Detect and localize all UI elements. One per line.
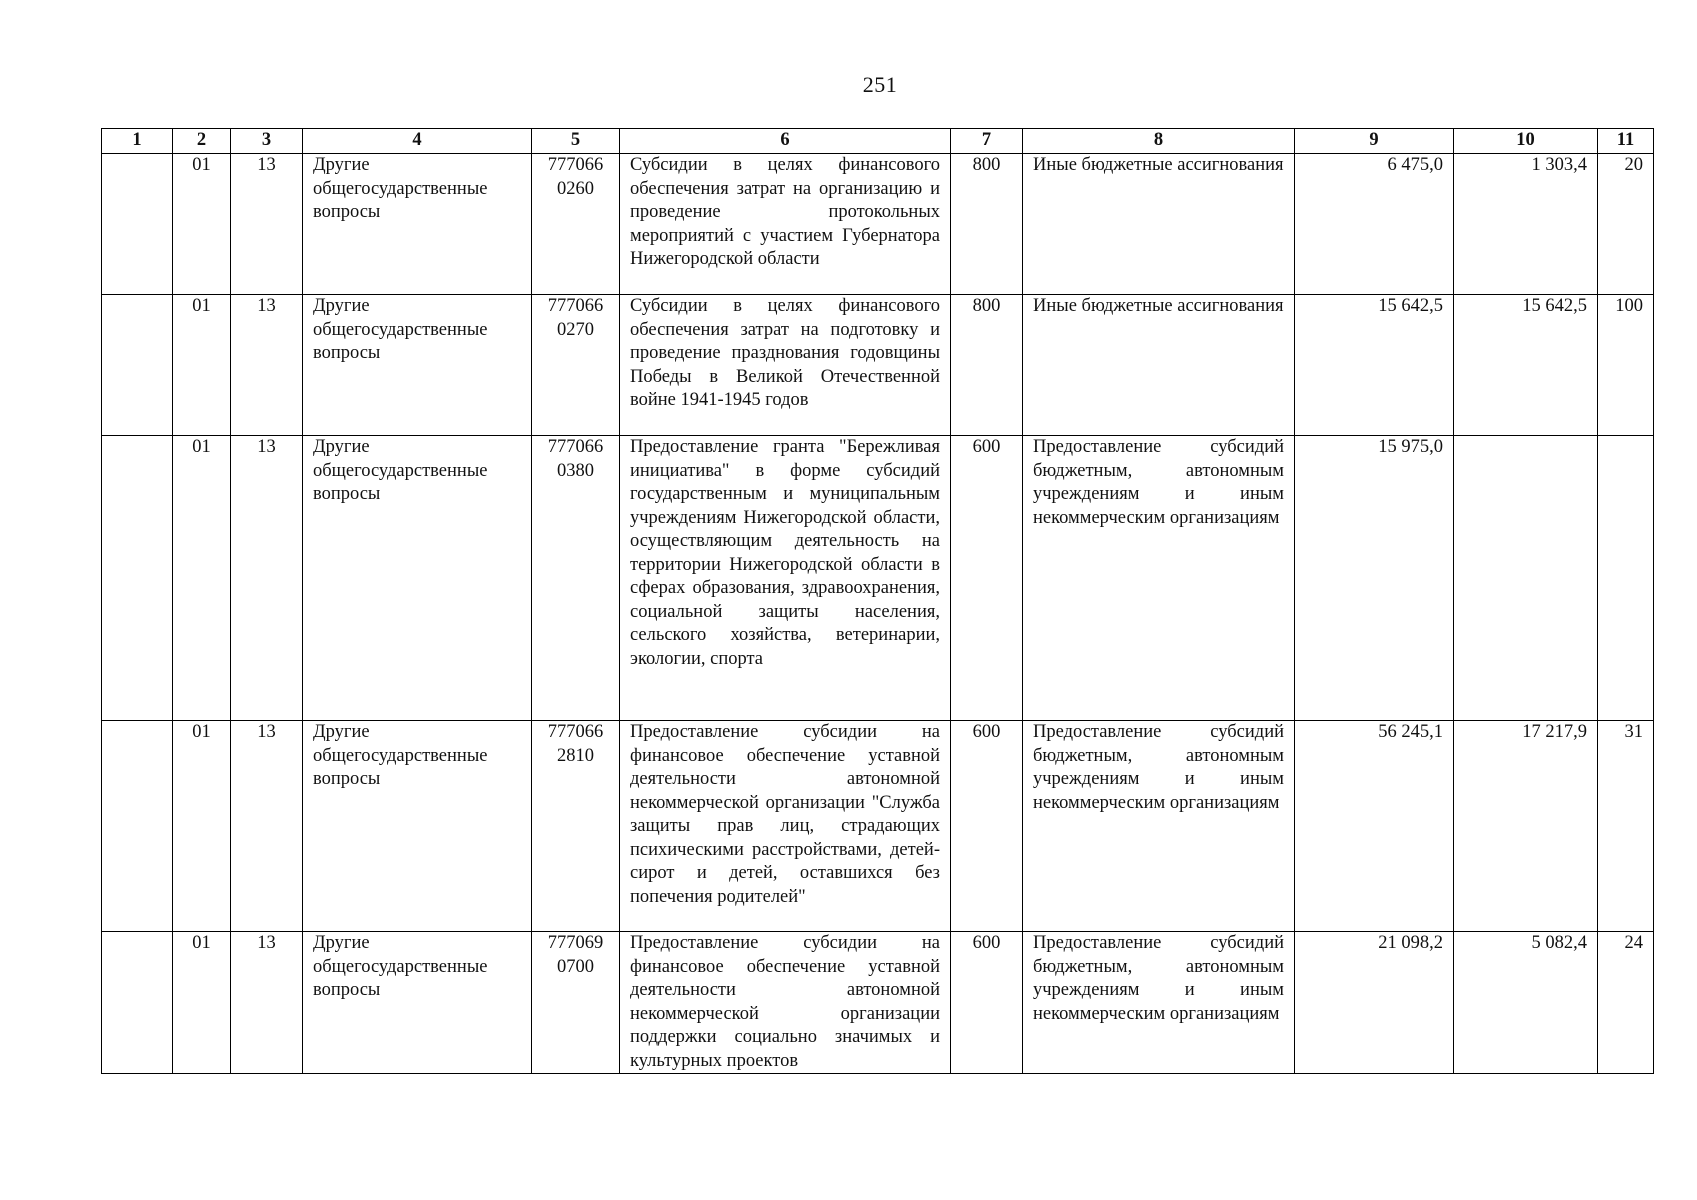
col-header-10: 10 (1454, 129, 1598, 154)
cell-subsection: 13 (231, 154, 303, 295)
cell-col1 (102, 932, 173, 1074)
cell-executed: 15 642,5 (1454, 295, 1598, 436)
cell-planned: 15 975,0 (1295, 436, 1454, 721)
target-code-part2: 0260 (557, 178, 594, 199)
cell-executed: 17 217,9 (1454, 721, 1598, 932)
cell-description: Предоставление субсидии на финансовое обеспечение уставной деятельности автономной некоммерческой организации поддержки социально значимых и культурных проектов (620, 932, 951, 1074)
header-row (102, 129, 1654, 154)
cell-section: 01 (173, 721, 231, 932)
cell-subsection: 13 (231, 436, 303, 721)
col-header-2: 2 (173, 129, 231, 154)
cell-expense-name: Предоставление субсидий бюджетным, автономным учреждениям и иным некоммерческим организациям (1023, 721, 1295, 932)
budget-table (101, 128, 1654, 1074)
col-header-1: 1 (102, 129, 173, 154)
cell-percent (1598, 436, 1654, 721)
cell-expense-name: Иные бюджетные ассигнования (1023, 154, 1295, 295)
table-row (102, 436, 1654, 721)
cell-section: 01 (173, 154, 231, 295)
cell-percent: 100 (1598, 295, 1654, 436)
col-header-9: 9 (1295, 129, 1454, 154)
cell-section-name: Другие общегосударственные вопросы (303, 721, 532, 932)
target-code-part2: 2810 (557, 745, 594, 766)
cell-target-code (532, 721, 620, 932)
cell-expense-type: 800 (951, 154, 1023, 295)
cell-planned: 6 475,0 (1295, 154, 1454, 295)
cell-planned: 15 642,5 (1295, 295, 1454, 436)
cell-target-code (532, 295, 620, 436)
cell-expense-type: 600 (951, 721, 1023, 932)
cell-planned: 21 098,2 (1295, 932, 1454, 1074)
cell-expense-type: 600 (951, 932, 1023, 1074)
cell-target-code (532, 436, 620, 721)
cell-subsection: 13 (231, 295, 303, 436)
cell-subsection: 13 (231, 932, 303, 1074)
cell-section: 01 (173, 436, 231, 721)
cell-section-name: Другие общегосударственные вопросы (303, 932, 532, 1074)
target-code-part1: 777066 (547, 722, 604, 742)
cell-description: Субсидии в целях финансового обеспечения затрат на организацию и проведение протокольных мероприятий с участием Губернатора Нижегородской области (620, 154, 951, 295)
cell-section-name: Другие общегосударственные вопросы (303, 436, 532, 721)
table-row (102, 295, 1654, 436)
cell-expense-type: 600 (951, 436, 1023, 721)
cell-executed: 5 082,4 (1454, 932, 1598, 1074)
target-code-part2: 0380 (557, 460, 594, 481)
cell-description: Предоставление субсидии на финансовое обеспечение уставной деятельности автономной некоммерческой организации "Служба защиты прав лиц, страдающих психическими расстройствами, детей-сирот и детей, оставшихся без попечения родителей" (620, 721, 951, 932)
cell-target-code (532, 932, 620, 1074)
cell-description: Субсидии в целях финансового обеспечения затрат на подготовку и проведение празднования годовщины Победы в Великой Отечественной войне 1941-1945 годов (620, 295, 951, 436)
target-code-part1: 777066 (547, 437, 604, 457)
cell-expense-name: Предоставление субсидий бюджетным, автономным учреждениям и иным некоммерческим организациям (1023, 932, 1295, 1074)
cell-executed (1454, 436, 1598, 721)
cell-target-code (532, 154, 620, 295)
cell-col1 (102, 721, 173, 932)
target-code-part2: 0270 (557, 319, 594, 340)
cell-col1 (102, 295, 173, 436)
cell-section-name: Другие общегосударственные вопросы (303, 295, 532, 436)
cell-col1 (102, 154, 173, 295)
page-number: 251 (862, 72, 898, 97)
target-code-part1: 777066 (547, 155, 604, 175)
target-code-part2: 0700 (557, 956, 594, 977)
cell-section: 01 (173, 932, 231, 1074)
cell-col1 (102, 436, 173, 721)
cell-expense-name: Иные бюджетные ассигнования (1023, 295, 1295, 436)
col-header-5: 5 (532, 129, 620, 154)
col-header-6: 6 (620, 129, 951, 154)
cell-section-name: Другие общегосударственные вопросы (303, 154, 532, 295)
cell-percent: 31 (1598, 721, 1654, 932)
cell-subsection: 13 (231, 721, 303, 932)
cell-percent: 20 (1598, 154, 1654, 295)
col-header-7: 7 (951, 129, 1023, 154)
col-header-8: 8 (1023, 129, 1295, 154)
target-code-part1: 777069 (547, 933, 604, 953)
cell-executed: 1 303,4 (1454, 154, 1598, 295)
cell-expense-type: 800 (951, 295, 1023, 436)
table-row (102, 721, 1654, 932)
table-row (102, 932, 1654, 1074)
col-header-3: 3 (231, 129, 303, 154)
cell-percent: 24 (1598, 932, 1654, 1074)
cell-expense-name: Предоставление субсидий бюджетным, автономным учреждениям и иным некоммерческим организациям (1023, 436, 1295, 721)
col-header-4: 4 (303, 129, 532, 154)
cell-description: Предоставление гранта "Бережливая инициатива" в форме субсидий государственным и муниципальным учреждениям Нижегородской области, осуществляющим деятельность на территории Нижегородской области в сферах образования, здравоохранения, социальной защиты населения, сельского хозяйства, ветеринарии, экологии, спорта (620, 436, 951, 721)
cell-planned: 56 245,1 (1295, 721, 1454, 932)
table-row (102, 154, 1654, 295)
col-header-11: 11 (1598, 129, 1654, 154)
target-code-part1: 777066 (547, 296, 604, 316)
cell-section: 01 (173, 295, 231, 436)
